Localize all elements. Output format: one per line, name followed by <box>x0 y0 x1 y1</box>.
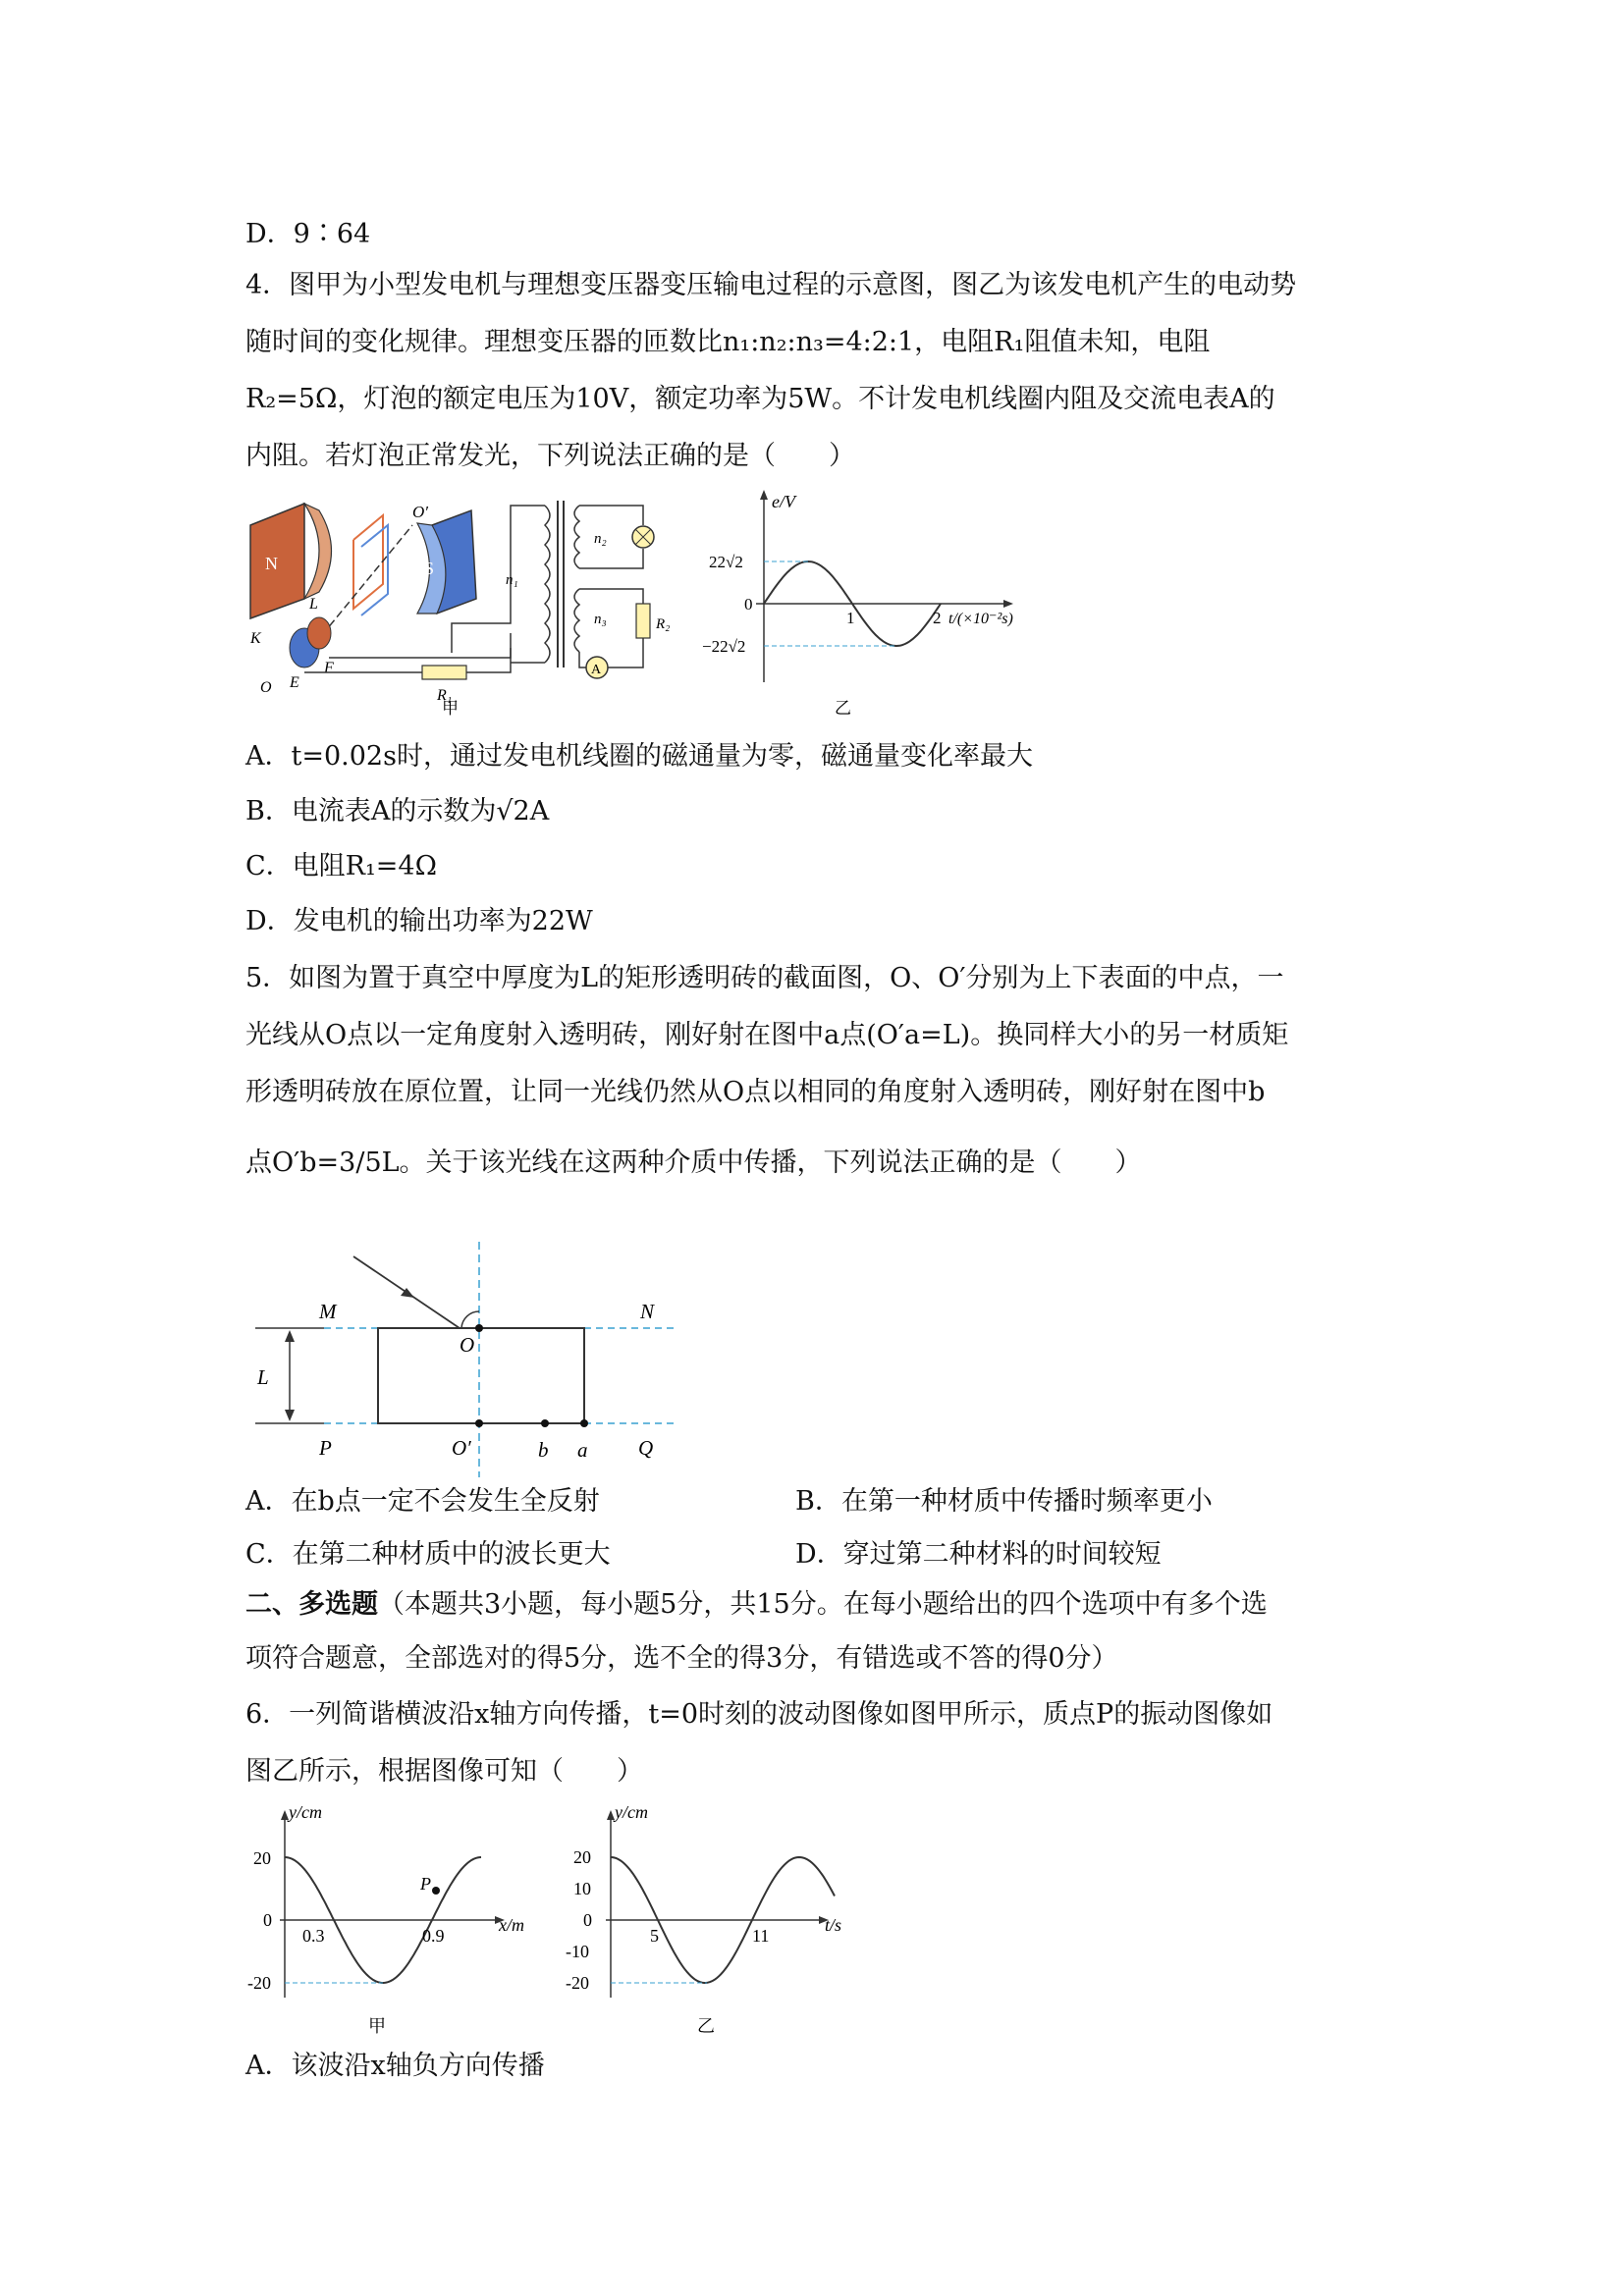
section2-title: 二、多选题 <box>245 1589 378 1620</box>
q3-option-d: D．9∶64 <box>245 219 371 249</box>
point-p <box>432 1887 440 1895</box>
q5-stem-line-4: 点O′b=3/5L。关于该光线在这两种介质中传播，下列说法正确的是（ ） <box>245 1148 1142 1178</box>
label-r2: R₂ <box>656 616 671 632</box>
q6-stem-line-1: 6．一列简谐横波沿x轴方向传播，t=0时刻的波动图像如图甲所示，质点P的振动图像如 <box>245 1699 1273 1730</box>
label-n: N <box>640 1300 655 1323</box>
label-q: Q <box>638 1436 654 1460</box>
vib-xtick-1: 11 <box>752 1926 770 1946</box>
q6-figure-vibration <box>560 1796 864 2042</box>
wave-ytick-0: 20 <box>253 1848 271 1868</box>
q5-option-c: C．在第二种材质中的波长更大 <box>245 1539 611 1570</box>
emf-xtick-1: 1 <box>846 609 855 627</box>
emf-ylabel: e/V <box>772 492 795 511</box>
label-m: M <box>319 1300 337 1323</box>
label-n1: n₁ <box>506 572 518 588</box>
label-l: L <box>309 596 318 613</box>
q4-fig-a-caption: 甲 <box>442 699 459 718</box>
q4-stem-line-4: 内阻。若灯泡正常发光，下列说法正确的是（ ） <box>245 441 855 471</box>
wave-ytick-2: -20 <box>247 1973 271 1993</box>
q5-option-a: A．在b点一定不会发生全反射 <box>245 1486 600 1517</box>
label-a: A <box>591 663 602 677</box>
resistor-r2 <box>636 604 650 638</box>
q4-option-a: A．t=0.02s时，通过发电机线圈的磁通量为零，磁通量变化率最大 <box>245 741 1033 772</box>
label-o-prime: O′ <box>412 503 428 521</box>
emf-ytick-pos: 22√2 <box>709 553 743 571</box>
q4-stem-line-3: R₂=5Ω，灯泡的额定电压为10V，额定功率为5W。不计发电机线圈内阻及交流电表A的 <box>245 384 1275 414</box>
q5-stem-line-1: 5．如图为置于真空中厚度为L的矩形透明砖的截面图，O、O′分别为上下表面的中点，一 <box>245 963 1284 993</box>
q6-fig-a-caption: 甲 <box>368 2016 386 2036</box>
coil-front <box>353 515 383 609</box>
section2-heading <box>245 1585 1268 1625</box>
label-s: S <box>424 559 435 578</box>
vib-xtick-0: 5 <box>650 1926 659 1946</box>
q4-option-d: D．发电机的输出功率为22W <box>245 906 593 936</box>
q5-stem-line-3: 形透明砖放在原位置，让同一光线仍然从O点以相同的角度射入透明砖，刚好射在图中b <box>245 1077 1266 1107</box>
label-e: E <box>290 674 299 691</box>
vib-ylabel: y/cm <box>615 1802 648 1822</box>
vib-ytick-2: 0 <box>583 1910 592 1930</box>
emf-xtick-2: 2 <box>933 609 942 627</box>
vib-ytick-0: 20 <box>573 1847 591 1867</box>
q5-option-b: B．在第一种材质中传播时频率更小 <box>795 1486 1213 1517</box>
brick-rect <box>378 1328 584 1423</box>
magnet-n-face <box>304 504 332 599</box>
label-p: P <box>319 1436 332 1460</box>
emf-ytick-neg: −22√2 <box>702 637 746 656</box>
wave-xtick-1: 0.9 <box>422 1926 445 1946</box>
label-n2: n₂ <box>594 531 607 547</box>
wave-point-label: P <box>420 1874 431 1894</box>
emf-origin: 0 <box>744 595 753 614</box>
q4-stem-line-2: 随时间的变化规律。理想变压器的匝数比n₁:n₂:n₃=4:2:1，电阻R₁阻值未知，电阻 <box>245 327 1211 357</box>
q4-stem-line-1: 4．图甲为小型发电机与理想变压器变压输电过程的示意图，图乙为该发电机产生的电动势 <box>245 270 1297 300</box>
section2-desc-2: 项符合题意，全部选对的得5分，选不全的得3分，有错选或不答的得0分） <box>245 1643 1118 1674</box>
q5-figure-brick <box>245 1237 687 1477</box>
label-r1: R₁ <box>437 687 453 704</box>
label-k: K <box>250 630 261 647</box>
wave-xtick-0: 0.3 <box>302 1926 325 1946</box>
q4-figure-generator <box>245 486 677 721</box>
q6-stem-line-2: 图乙所示，根据图像可知（ ） <box>245 1756 643 1787</box>
label-f: F <box>324 660 334 676</box>
vib-ytick-3: -10 <box>566 1942 589 1961</box>
resistor-r1 <box>422 666 466 679</box>
q4-fig-b-caption: 乙 <box>835 699 851 718</box>
q6-option-a: A．该波沿x轴负方向传播 <box>245 2051 545 2081</box>
label-b: b <box>538 1438 549 1462</box>
label-o-prime: O′ <box>452 1436 471 1460</box>
label-a: a <box>577 1438 588 1462</box>
q6-fig-b-caption: 乙 <box>697 2016 715 2036</box>
wave-ytick-1: 0 <box>263 1910 272 1930</box>
q4-option-b: B．电流表A的示数为√2A <box>245 796 550 827</box>
vib-ytick-1: 10 <box>573 1879 591 1898</box>
label-l: L <box>257 1365 269 1389</box>
wave-xlabel: x/m <box>499 1915 524 1935</box>
q6-figure-wave <box>245 1796 550 2042</box>
emf-xlabel: t/(×10⁻²s) <box>948 611 1013 627</box>
vib-ytick-4: -20 <box>566 1973 589 1993</box>
label-o: O <box>460 1333 475 1357</box>
q4-option-c: C．电阻R₁=4Ω <box>245 851 437 881</box>
label-n: N <box>265 554 278 573</box>
wave-ylabel: y/cm <box>289 1802 322 1822</box>
q5-option-d: D．穿过第二种材料的时间较短 <box>795 1539 1162 1570</box>
q5-stem-line-2: 光线从O点以一定角度射入透明砖，刚好射在图中a点(O′a=L)。换同样大小的另一材质矩 <box>245 1020 1289 1050</box>
label-o: O <box>260 679 272 696</box>
section2-desc-1: （本题共3小题，每小题5分，共15分。在每小题给出的四个选项中有多个选 <box>378 1589 1268 1620</box>
vib-xlabel: t/s <box>825 1915 842 1935</box>
label-n3: n₃ <box>594 612 607 627</box>
q4-figure-emf-graph <box>697 486 1021 721</box>
